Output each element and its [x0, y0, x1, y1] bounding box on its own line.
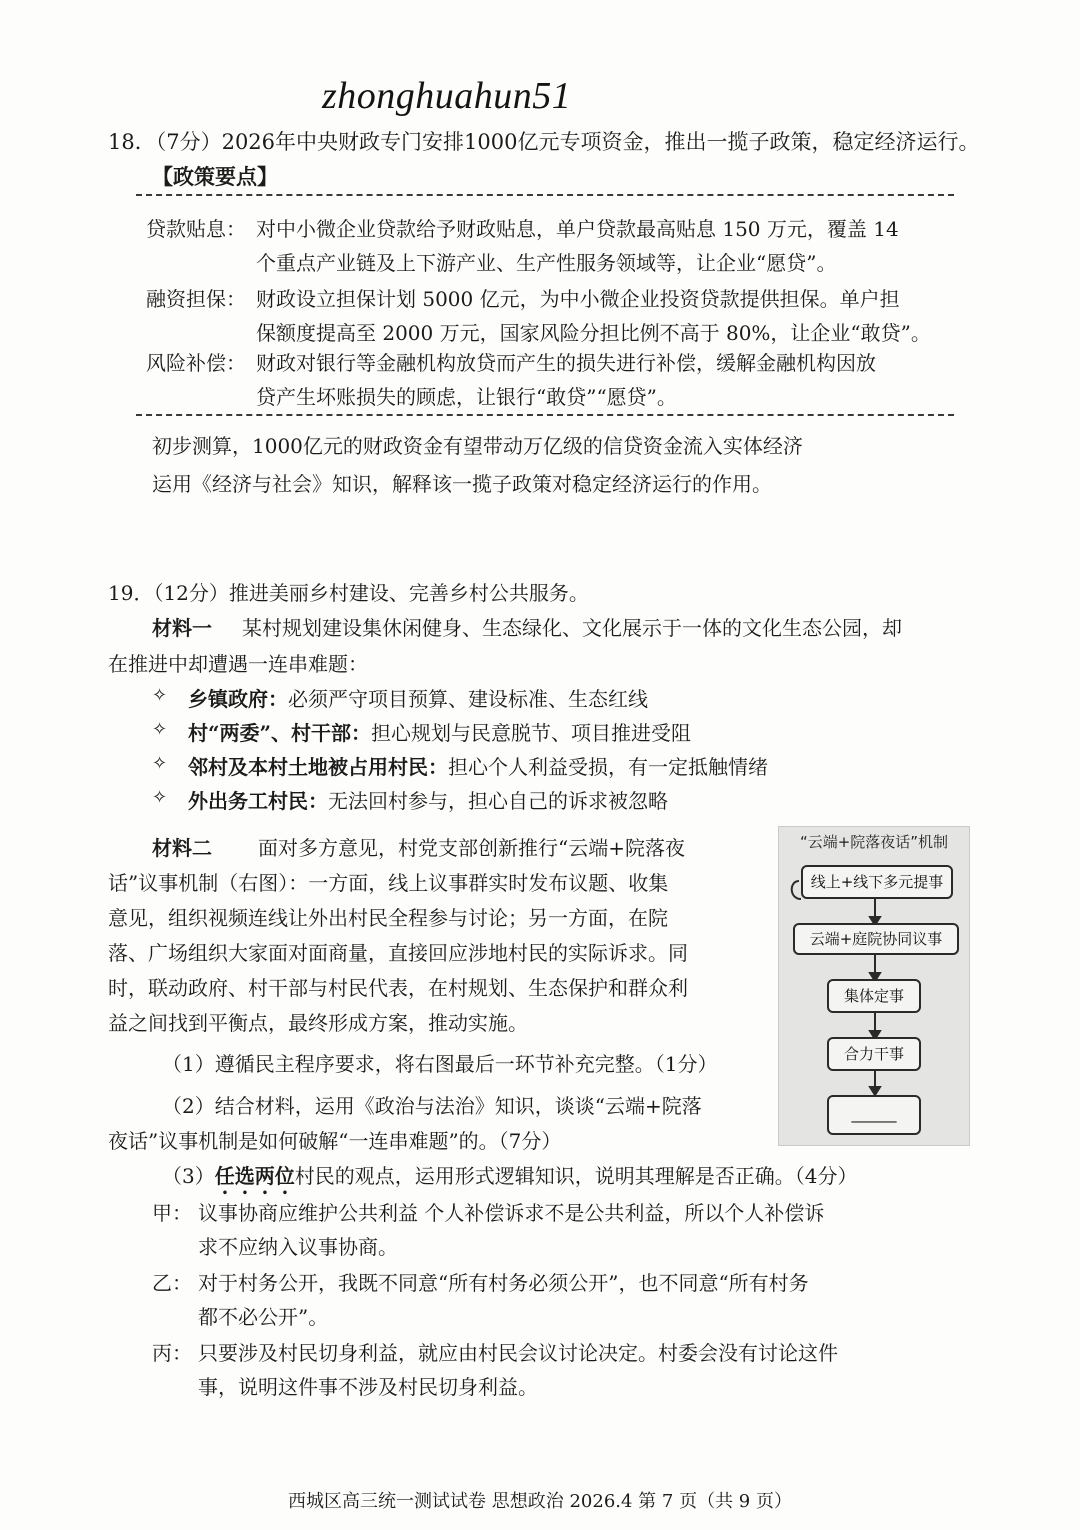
- material-2-text: 面对多方意见，村党支部创新推行“云端+院落夜: [258, 836, 685, 860]
- policy-line: 贷产生坏账损失的顾虑，让银行“敢贷”“愿贷”。: [256, 385, 677, 409]
- diamond-bullet-icon: ✧: [152, 719, 168, 740]
- sub-3-prefix: （3）: [162, 1164, 215, 1188]
- stakeholder-item: [188, 785, 668, 814]
- policy-line: 保额度提高至 2000 万元，国家风险分担比例不高于 80%，让企业“敢贷”。: [256, 321, 931, 345]
- flow-step-3: 集体定事: [827, 979, 921, 1013]
- stakeholder-concern: 必须严守项目预算、建设标准、生态红线: [288, 687, 648, 711]
- flow-step-4: 合力干事: [827, 1037, 921, 1071]
- policy-line: 财政对银行等金融机构放贷而产生的损失进行补偿，缓解金融机构因放: [256, 351, 876, 375]
- stakeholder-concern: 担心规划与民意脱节、项目推进受阻: [371, 721, 692, 745]
- material-2-text: 意见，组织视频连线让外出村民全程参与讨论；另一方面，在院: [108, 906, 668, 930]
- policy-line: 对中小微企业贷款给予财政贴息，单户贷款最高贴息 150 万元，覆盖 14: [256, 217, 899, 241]
- estimate-text: 初步测算，1000亿元的财政资金有望带动万亿级的信贷资金流入实体经济: [152, 434, 803, 458]
- arrow-head-icon: [870, 1087, 880, 1095]
- view-text: 议事协商应维护公共利益 个人补偿诉求不是公共利益，所以个人补偿诉: [198, 1201, 825, 1225]
- mechanism-flowchart: [778, 826, 970, 1146]
- stakeholder-item: [188, 683, 648, 712]
- view-text: 都不必公开”。: [198, 1305, 329, 1329]
- flow-step-2: 云端+庭院协同议事: [793, 923, 959, 955]
- stakeholder-concern: 无法回村参与，担心自己的诉求被忽略: [328, 789, 668, 813]
- material-2-text: 话”议事机制（右图）：一方面，线上议事群实时发布议题、收集: [108, 871, 669, 895]
- view-text: 对于村务公开，我既不同意“所有村务必须公开”，也不同意“所有村务: [198, 1271, 809, 1295]
- policy-heading: 【政策要点】: [152, 164, 278, 189]
- policy-line: 财政设立担保计划 5000 亿元，为中小微企业投资贷款提供担保。单户担: [256, 287, 900, 311]
- sub-3-text: 村民的观点，运用形式逻辑知识，说明其理解是否正确。（4分）: [294, 1164, 858, 1188]
- flow-step-blank: ______: [827, 1095, 921, 1135]
- material-2-text: 时，联动政府、村干部与村民代表，在村规划、生态保护和群众利: [108, 976, 688, 1000]
- divider-bottom: [136, 414, 954, 416]
- sub-3-emphasis: 任选两位: [214, 1164, 295, 1188]
- material-1-text: 在推进中却遭遇一连串难题：: [108, 652, 368, 676]
- stakeholder-item: [188, 751, 768, 780]
- policy-term-loan-subsidy: 贷款贴息：: [146, 217, 246, 241]
- stakeholder-name: 村“两委”、村干部：: [188, 721, 372, 745]
- stakeholder-name: 外出务工村民：: [188, 789, 328, 813]
- policy-line: 个重点产业链及上下游产业、生产性服务领域等，让企业“愿贷”。: [256, 251, 837, 275]
- flow-step-1: 线上+线下多元提事: [801, 865, 953, 899]
- flowchart-title: “云端+院落夜话”机制: [799, 833, 949, 851]
- policy-term-financing-guarantee: 融资担保：: [146, 287, 246, 311]
- view-text: 事，说明这件事不涉及村民切身利益。: [198, 1375, 538, 1399]
- watermark: zhonghuahun51: [322, 75, 572, 117]
- view-label-bing: 丙：: [152, 1341, 192, 1365]
- policy-term-risk-compensation: 风险补偿：: [146, 351, 246, 375]
- diamond-bullet-icon: ✧: [152, 787, 168, 808]
- page-footer: 西城区高三统一测试试卷 思想政治 2026.4 第 7 页（共 9 页）: [288, 1491, 792, 1512]
- material-2-text: 益之间找到平衡点，最终形成方案，推动实施。: [108, 1011, 528, 1035]
- divider-top: [136, 194, 954, 196]
- question-18-stem: 18．（7分）2026年中央财政专门安排1000亿元专项资金，推出一揽子政策，稳定经济运行。: [108, 130, 980, 154]
- material-1-text: 某村规划建设集休闲健身、生态绿化、文化展示于一体的文化生态公园，却: [242, 616, 902, 640]
- sub-question-1: （1）遵循民主程序要求，将右图最后一环节补充完整。（1分）: [162, 1052, 718, 1076]
- stakeholder-name: 邻村及本村土地被占用村民：: [188, 755, 448, 779]
- question-18-task: 运用《经济与社会》知识，解释该一揽子政策对稳定经济运行的作用。: [152, 472, 772, 496]
- diamond-bullet-icon: ✧: [152, 753, 168, 774]
- view-label-yi: 乙：: [152, 1271, 192, 1295]
- stakeholder-concern: 担心个人利益受损，有一定抵触情绪: [448, 755, 768, 779]
- sub-question-2: （2）结合材料，运用《政治与法治》知识，谈谈“云端+院落: [162, 1094, 702, 1118]
- material-2-label: 材料二: [152, 836, 212, 860]
- material-2-text: 落、广场组织大家面对面商量，直接回应涉地村民的实际诉求。同: [108, 941, 688, 965]
- stakeholder-name: 乡镇政府：: [188, 687, 288, 711]
- view-text: 只要涉及村民切身利益，就应由村民会议讨论决定。村委会没有讨论这件: [198, 1341, 838, 1365]
- material-1-label: 材料一: [152, 616, 212, 640]
- stakeholder-item: [188, 717, 691, 746]
- question-19-stem: 19．（12分）推进美丽乡村建设、完善乡村公共服务。: [108, 581, 589, 605]
- diamond-bullet-icon: ✧: [152, 685, 168, 706]
- sub-question-2: 夜话”议事机制是如何破解“一连串难题”的。（7分）: [108, 1129, 562, 1153]
- loop-arrow: [792, 881, 801, 899]
- view-text: 求不应纳入议事协商。: [198, 1235, 398, 1259]
- sub-question-3: [162, 1160, 857, 1199]
- view-label-jia: 甲：: [152, 1201, 192, 1225]
